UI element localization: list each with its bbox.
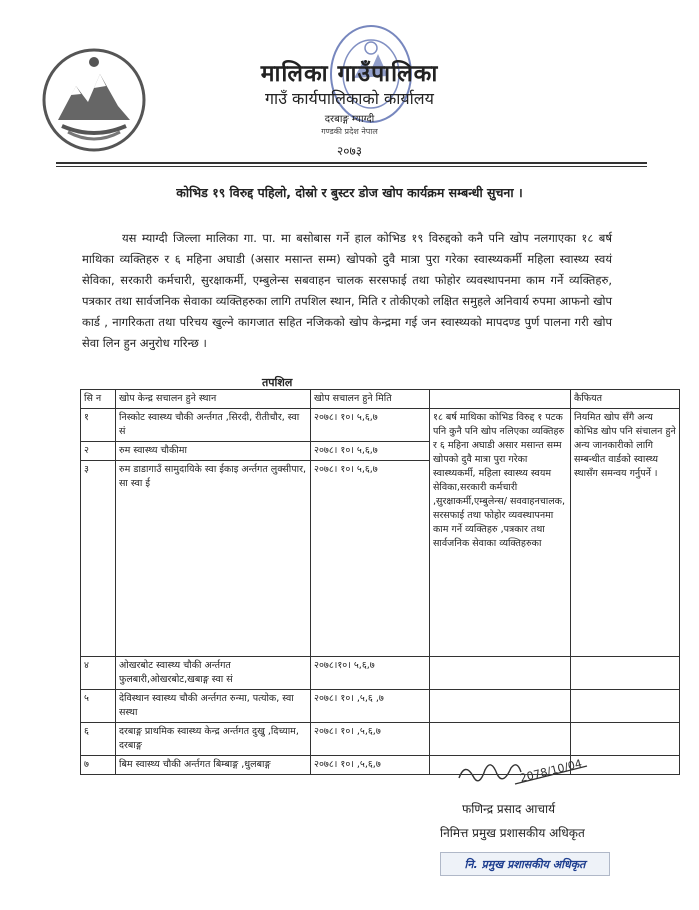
office-address: दरबाङ्ग म्याग्दी xyxy=(324,114,375,125)
row-location: बिम स्वास्थ्य चौकी अर्न्तगत बिम्बाङ्ग ,धुलबाङ्ग xyxy=(116,756,311,775)
row-date: २०७८। १०। ,५,६,७ xyxy=(311,723,430,756)
row-location: रुम स्वास्थ्य चौकीमा xyxy=(116,442,311,461)
row-location: दरबाङ्ग प्राथमिक स्वास्थ्य केन्द्र अर्न्तगत दुखु ,दिच्याम, दरबाङ्ग xyxy=(116,723,311,756)
row-date: २०७८। १०। ५,६,७ xyxy=(311,442,430,461)
table-row xyxy=(81,690,680,723)
row-date: २०७८। १०। ,५,६ ,७ xyxy=(311,690,430,723)
designation-stamp: नि. प्रमुख प्रशासकीय अधिकृत xyxy=(440,852,610,876)
header-serial: सि न xyxy=(81,390,116,409)
row-serial: ६ xyxy=(81,723,116,756)
row-location: निस्कोट स्वास्थ्य चौकी अर्न्तगत ,सिरदी, रीतीचौर, स्वा सं xyxy=(116,409,311,442)
notice-paragraph: यस म्याग्दी जिल्ला मालिका गा. पा. मा बसोबास गर्ने हाल कोभिड १९ विरुद्दको कनै पनि खोप नलगाएका १८ बर्ष माथिका व्यक्तिहरु र ६ महिना अघाडी (असार मसान्त सम्म) खोपको दुवै मात्रा पुरा गरेका स्वास्थ्यकर्मी महिला स्वास्थ्य स्वयं सेविका, सरकारी कर्मचारी, सुरक्षाकर्मी, एम्बुलेन्स सबवाहन चालक सरसफाई तथा फोहोर व्यवस्थापनमा काम गर्ने व्यक्तिहरु, पत्रकार तथा सार्वजनिक सेवाका व्यक्तिहरुका लागि तपशिल स्थान, मिति र तोकीएको लक्षित समुहले अनिवार्य रुपमा आफनो खोप कार्ड , नागरिकता तथा परिचय खुल्ने कागजात सहित नजिकको खोप केन्द्रमा गई जन स्वास्थ्यको मापदण्ड पुर्ण पालना गरी खोप सेवा लिन हुन अनुरोध गरिन्छ । xyxy=(82,231,612,350)
row-location: देविस्थान स्वास्थ्य चौकी अर्न्तगत रुन्मा, पत्योक, स्वा सस्था xyxy=(116,690,311,723)
row-serial: २ xyxy=(81,442,116,461)
office-name: मालिका गाउँपालिका xyxy=(260,61,439,87)
handwritten-signature xyxy=(455,748,595,798)
row-serial: ५ xyxy=(81,690,116,723)
table-row xyxy=(81,657,680,690)
office-province: गण्डकी प्रदेश नेपाल xyxy=(321,127,378,136)
header-remarks: कैफियत xyxy=(571,390,680,409)
row-date: २०७८। १०। ,५,६,७ xyxy=(311,756,430,775)
row-serial: ३ xyxy=(81,461,116,657)
row-date: २०७८। १०। ५,६,७ xyxy=(311,409,430,442)
row-location: ओखरबोट स्वास्थ्य चौकी अर्न्तगत फुलबारी,ओखरबोट,खबाङ्ग स्वा सं xyxy=(116,657,311,690)
signature-date: 2078/10/04 xyxy=(518,756,584,785)
table-row xyxy=(81,409,680,442)
header-divider xyxy=(56,162,647,164)
row-serial: १ xyxy=(81,409,116,442)
header-divider-thin xyxy=(56,166,647,167)
empty-cell xyxy=(430,690,571,723)
header-target xyxy=(430,390,571,409)
table-title: तपशिल xyxy=(262,376,293,389)
header-year: २०७३ xyxy=(337,144,362,158)
empty-cell xyxy=(430,657,571,690)
target-group-cell: १८ बर्ष माथिका कोभिड विरुद्द १ पटक पनि कुनै पनि खोप नलिएका व्यक्तिहरु र ६ महिना अघाडी असार मसान्त सम्म खोपको दुवै मात्रा पुरा गरेका स्वास्थ्यकर्मी, महिला स्वास्थ्य स्वयम सेविका,सरकारी कर्मचारी ,सुरक्षाकर्मी,एम्बुलेन्स/ सववाहनचालक, सरसफाई तथा फोहोर व्यवस्थापनमा काम गर्ने व्यक्तिहरु ,पत्रकार तथा सार्वजनिक सेवाका व्यक्तिहरुका xyxy=(430,409,571,657)
notice-subject: कोभिड १९ विरुद्द पहिलो, दोस्रो र बुस्टर डोज खोप कार्यक्रम सम्बन्धी सुचना । xyxy=(176,185,523,200)
row-date: २०७८। १०। ५,६,७ xyxy=(311,461,430,657)
empty-cell xyxy=(571,657,680,690)
header-date: खोप सचालन हुने मिति xyxy=(311,390,430,409)
row-date: २०७८।१०। ५,६,७ xyxy=(311,657,430,690)
row-serial: ४ xyxy=(81,657,116,690)
vaccination-schedule-table xyxy=(80,389,680,775)
header-location: खोप केन्द्र सचालन हुने स्थान xyxy=(116,390,311,409)
signatory-name: फणिन्द्र प्रसाद आचार्य xyxy=(462,802,556,816)
office-subtitle: गाउँ कार्यपालिकाको कार्यालय xyxy=(265,89,434,108)
empty-cell xyxy=(571,690,680,723)
signatory-title: निमित्त प्रमुख प्रशासकीय अधिकृत xyxy=(440,826,585,840)
notice-body xyxy=(82,228,612,354)
remarks-cell: नियमित खोप सँगै अन्य कोभिड खोप पनि संचालन हुने अन्य जानकारीको लागि सम्बन्धीत वार्डको स्वास्थ्य स्थासँग समन्वय गर्नुपर्ने । xyxy=(571,409,680,657)
table-header-row xyxy=(81,390,680,409)
row-location: रुम डाडागाउँ सामुदायिके स्वा ईकाइ अर्न्तगत लुक्सीपार, सा स्वा ई xyxy=(116,461,311,657)
row-serial: ७ xyxy=(81,756,116,775)
